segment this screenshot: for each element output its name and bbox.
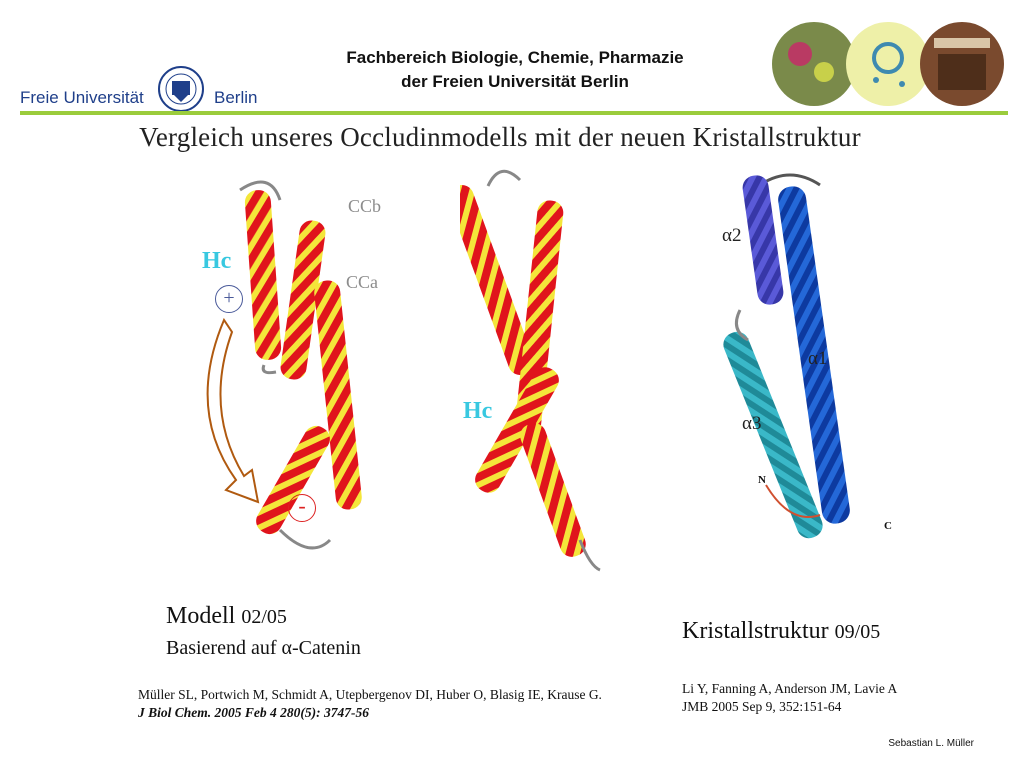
logo-word-left: Freie Universität	[20, 88, 144, 107]
faculty-line-2: der Freien Universität Berlin	[401, 72, 629, 91]
label-hc-model: Hc	[202, 248, 232, 274]
faculty-line-1: Fachbereich Biologie, Chemie, Pharmazie	[346, 48, 684, 67]
header-photo-strip	[768, 18, 1008, 110]
minus-charge-marker: -	[288, 494, 316, 522]
citation-left	[138, 686, 602, 722]
label-hc-model-2: Hc	[463, 398, 493, 424]
caption-model-sub: Basierend auf α-Catenin	[166, 637, 361, 659]
citation-right-authors: Li Y, Fanning A, Anderson JM, Lavie A	[682, 681, 898, 696]
caption-crystal-date: 09/05	[834, 621, 881, 643]
caption-crystal-title: Kristallstruktur	[682, 618, 829, 644]
citation-left-journal: J Biol Chem. 2005 Feb 4 280(5): 3747-56	[138, 705, 369, 720]
faculty-header	[280, 46, 750, 94]
author-credit: Sebastian L. Müller	[888, 738, 974, 749]
model-structure-image-2	[460, 160, 620, 580]
caption-crystal	[682, 618, 880, 645]
label-c-terminus: C	[884, 520, 892, 532]
citation-right	[682, 680, 897, 716]
chemistry-photo-icon	[846, 22, 930, 106]
label-ccb: CCb	[348, 196, 382, 216]
biology-photo-icon	[772, 22, 856, 106]
citation-left-authors: Müller SL, Portwich M, Schmidt A, Utepbergenov DI, Huber O, Blasig IE, Krause G.	[138, 687, 602, 702]
slide-title: Vergleich unseres Occludinmodells mit der neuen Kristallstruktur	[139, 122, 861, 152]
label-n-terminus: N	[758, 474, 766, 486]
logo-word-right: Berlin	[214, 88, 258, 107]
plus-charge-marker: +	[215, 285, 243, 313]
citation-right-journal: JMB 2005 Sep 9, 352:151-64	[682, 699, 842, 714]
caption-model-title: Modell	[166, 603, 236, 629]
label-alpha2: α2	[722, 225, 742, 246]
label-alpha3: α3	[742, 413, 762, 434]
label-alpha1: α1	[808, 348, 828, 369]
university-logo	[20, 66, 280, 112]
header-divider	[20, 111, 1008, 115]
caption-model	[166, 603, 287, 630]
caption-model-date: 02/05	[241, 606, 287, 628]
label-cca: CCa	[346, 272, 379, 292]
orange-curved-arrow-icon	[196, 310, 276, 510]
university-seal-icon	[150, 66, 212, 112]
